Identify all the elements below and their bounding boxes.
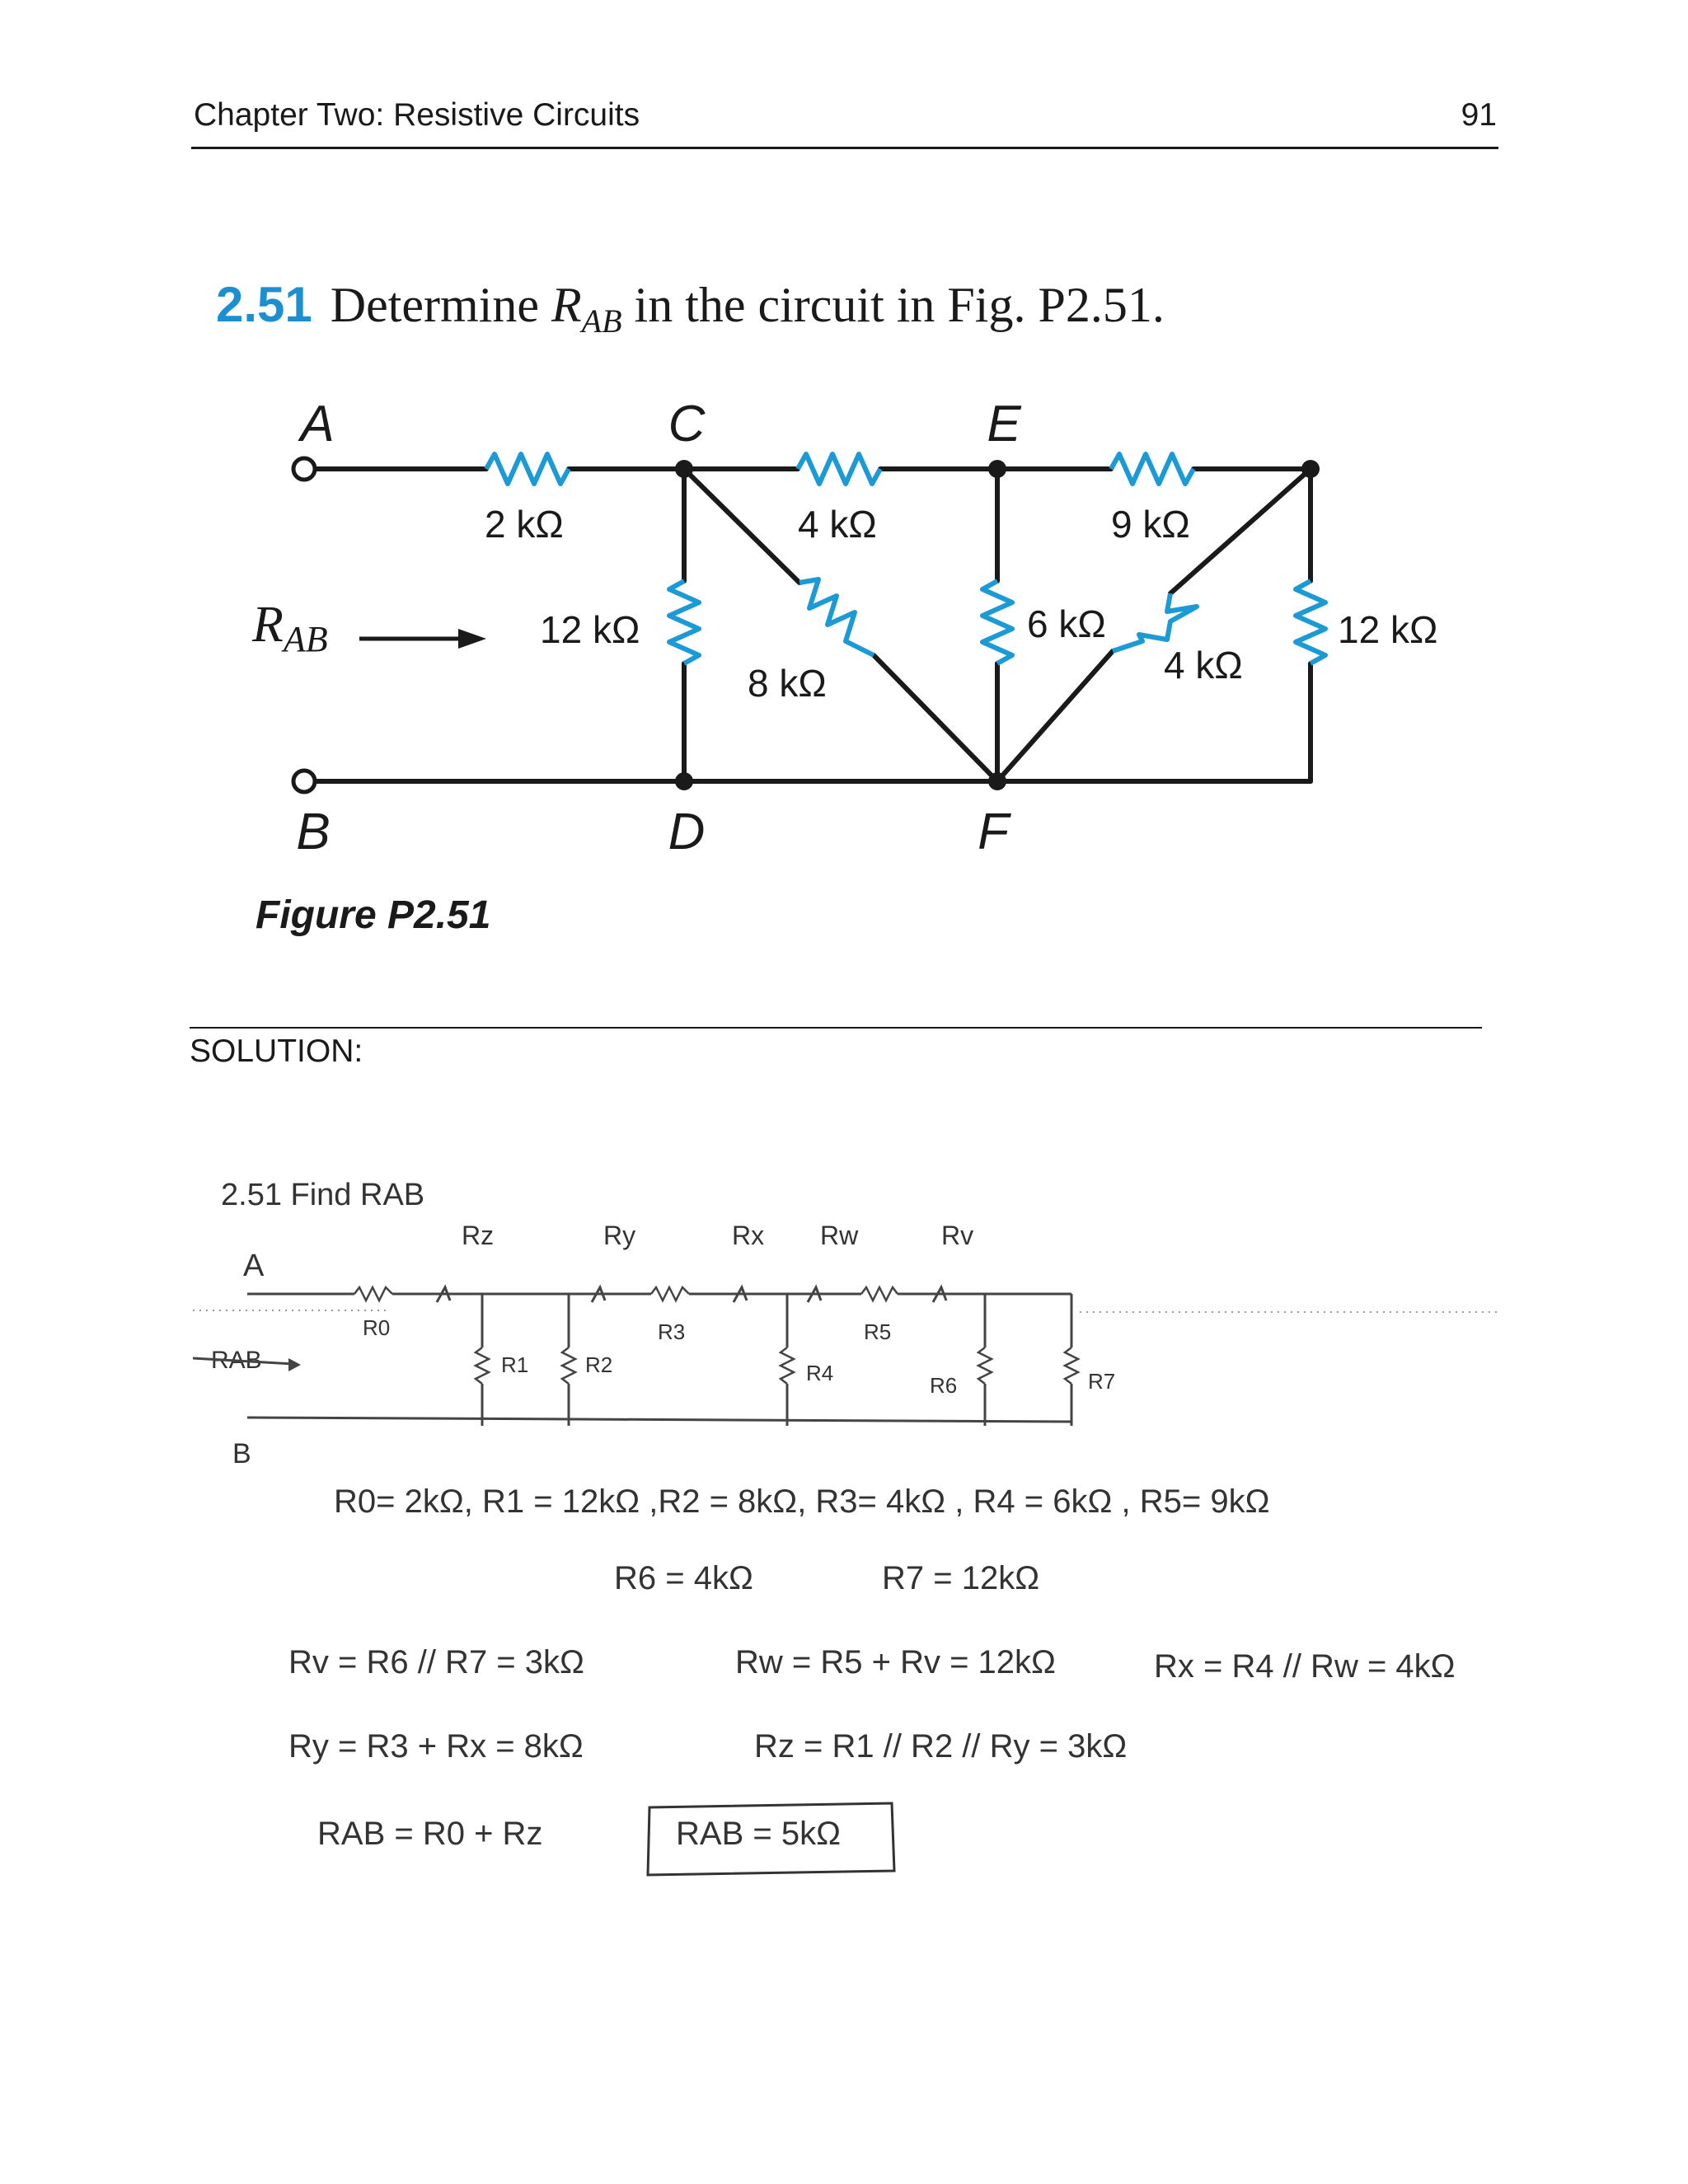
- rab-arrow-head: [458, 629, 486, 649]
- node-a-label: A: [300, 396, 335, 452]
- solution-line-3c: Rx = R4 // Rw = 4kΩ: [1154, 1648, 1456, 1685]
- solution-answer: RAB = 5kΩ: [676, 1816, 841, 1852]
- resistor-8k: [799, 579, 874, 655]
- resistor-12k-right: [1296, 581, 1325, 663]
- resistor-9k: [1111, 454, 1193, 484]
- node-c-label: C: [668, 396, 706, 452]
- solution-line-1: R0= 2kΩ, R1 = 12kΩ ,R2 = 8kΩ, R3= 4kΩ , R4 = 6kΩ , R5= 9kΩ: [334, 1483, 1270, 1520]
- node-b-label: B: [296, 804, 331, 860]
- solution-line-5a: RAB = R0 + Rz: [317, 1816, 543, 1852]
- solution-line-2a: R6 = 4kΩ: [614, 1560, 753, 1596]
- sketch-r0: R0: [363, 1315, 391, 1340]
- solution-label: SOLUTION:: [190, 1033, 363, 1069]
- label-8k: 8 kΩ: [748, 662, 827, 705]
- solution-line-4b: Rz = R1 // R2 // Ry = 3kΩ: [754, 1728, 1128, 1765]
- sketch-ry: Ry: [603, 1221, 636, 1250]
- sketch-r2: R2: [585, 1352, 613, 1377]
- sketch-a: A: [243, 1249, 265, 1283]
- page-number: 91: [1461, 97, 1497, 133]
- resistor-2k: [486, 454, 569, 484]
- sketch-rab: RAB: [211, 1347, 262, 1374]
- label-12k-cd: 12 kΩ: [540, 608, 640, 651]
- solution-line-3a: Rv = R6 // R7 = 3kΩ: [288, 1644, 584, 1680]
- resistor-4k-ce: [798, 454, 880, 484]
- sketch-r1: R1: [501, 1352, 529, 1377]
- rab-symbol: $R_{AB}$: [551, 278, 622, 340]
- label-12k-right: 12 kΩ: [1338, 608, 1438, 651]
- label-4k-ce: 4 kΩ: [798, 503, 877, 546]
- circuit-diagram: [0, 0, 1688, 972]
- solution-title: 2.51 Find RAB: [221, 1178, 425, 1212]
- sketch-rv: Rv: [941, 1221, 974, 1250]
- rab-label: RAB: [252, 597, 328, 659]
- label-9k: 9 kΩ: [1111, 503, 1190, 546]
- sketch-r6: R6: [930, 1373, 958, 1398]
- label-4k-gf: 4 kΩ: [1164, 644, 1243, 687]
- sketch-r7: R7: [1088, 1369, 1116, 1394]
- sketch-r5: R5: [864, 1319, 892, 1344]
- sketch-rx: Rx: [732, 1221, 765, 1250]
- terminal-b: [293, 771, 315, 792]
- node-e-dot: [988, 460, 1006, 478]
- chapter-title: Chapter Two: Resistive Circuits: [194, 97, 640, 133]
- node-f-dot: [988, 772, 1006, 790]
- sketch-rz: Rz: [462, 1221, 495, 1250]
- problem-text-after: in the circuit in Fig. P2.51.: [621, 278, 1165, 332]
- node-c-dot: [675, 460, 693, 478]
- terminal-a: [293, 458, 315, 480]
- problem-number: 2.51: [216, 277, 312, 332]
- figure-caption: Figure P2.51: [256, 893, 491, 937]
- node-e-label: E: [987, 396, 1021, 452]
- label-6k: 6 kΩ: [1027, 602, 1106, 645]
- solution-rule: [190, 1027, 1482, 1029]
- node-d-label: D: [668, 804, 706, 860]
- resistor-4k-gf: [1113, 593, 1197, 651]
- sketch-b: B: [232, 1438, 251, 1469]
- solution-line-3b: Rw = R5 + Rv = 12kΩ: [735, 1644, 1056, 1680]
- sketch-rw: Rw: [820, 1221, 859, 1250]
- node-g-dot: [1301, 460, 1320, 478]
- handwritten-solution: [0, 1137, 1688, 1879]
- problem-text-before: Determine: [330, 278, 551, 332]
- resistor-12k-cd: [669, 581, 699, 663]
- sketch-r3: R3: [658, 1319, 686, 1344]
- node-f-label: F: [978, 804, 1009, 860]
- label-2k: 2 kΩ: [485, 503, 564, 546]
- sketch-r4: R4: [806, 1361, 834, 1385]
- solution-line-4a: Ry = R3 + Rx = 8kΩ: [288, 1728, 584, 1765]
- resistor-6k: [982, 581, 1012, 663]
- solution-line-2b: R7 = 12kΩ: [882, 1560, 1040, 1596]
- node-d-dot: [675, 772, 693, 790]
